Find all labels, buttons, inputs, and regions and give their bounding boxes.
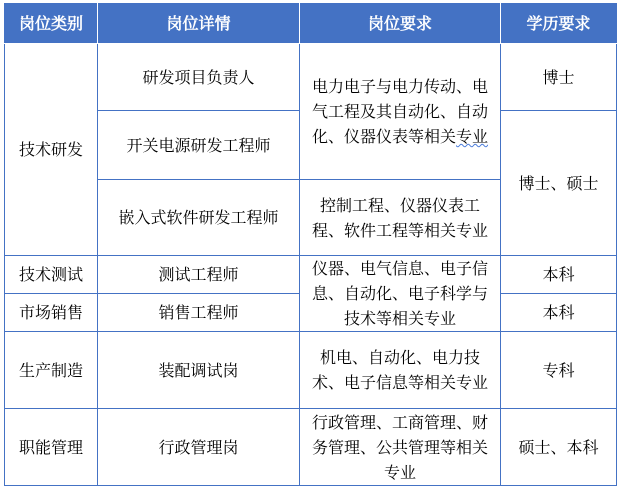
position-test-engineer: 测试工程师 — [98, 256, 300, 294]
education-marketing: 本科 — [501, 294, 617, 332]
table-row — [5, 409, 617, 486]
category-admin: 职能管理 — [5, 409, 98, 486]
recruitment-table — [4, 3, 617, 486]
education-rd-b: 博士、硕士 — [501, 111, 617, 256]
position-sales-engineer: 销售工程师 — [98, 294, 300, 332]
requirement-rd-b: 控制工程、仪器仪表工程、软件工程等相关专业 — [300, 180, 501, 256]
education-test: 本科 — [501, 256, 617, 294]
requirement-rd-a — [300, 44, 501, 180]
category-production: 生产制造 — [5, 332, 98, 409]
education-admin: 硕士、本科 — [501, 409, 617, 486]
position-rd-lead: 研发项目负责人 — [98, 44, 300, 111]
table-row — [5, 332, 617, 409]
position-admin: 行政管理岗 — [98, 409, 300, 486]
table-row — [5, 44, 617, 111]
header-requirement: 岗位要求 — [300, 4, 501, 44]
requirement-production: 机电、自动化、电力技术、电子信息等相关专业 — [300, 332, 501, 409]
header-education: 学历要求 — [501, 4, 617, 44]
header-category: 岗位类别 — [5, 4, 98, 44]
table-row — [5, 256, 617, 294]
position-embedded-engineer: 嵌入式软件研发工程师 — [98, 180, 300, 256]
category-tech-rd: 技术研发 — [5, 44, 98, 256]
education-rd-a: 博士 — [501, 44, 617, 111]
category-marketing: 市场销售 — [5, 294, 98, 332]
header-detail: 岗位详情 — [98, 4, 300, 44]
header-row — [5, 4, 617, 44]
education-production: 专科 — [501, 332, 617, 409]
requirement-rd-a-text: 电力电子与电力传动、电气工程及其自动化、自动化、仪器仪表等相关 — [311, 77, 488, 146]
requirement-shared: 仪器、电气信息、电子信息、自动化、电子科学与技术等相关专业 — [300, 256, 501, 332]
position-power-engineer: 开关电源研发工程师 — [98, 111, 300, 180]
category-tech-test: 技术测试 — [5, 256, 98, 294]
spellcheck-underlined-text: 专业 — [456, 127, 489, 146]
position-assembly: 装配调试岗 — [98, 332, 300, 409]
requirement-admin: 行政管理、工商管理、财务管理、公共管理等相关专业 — [300, 409, 501, 486]
